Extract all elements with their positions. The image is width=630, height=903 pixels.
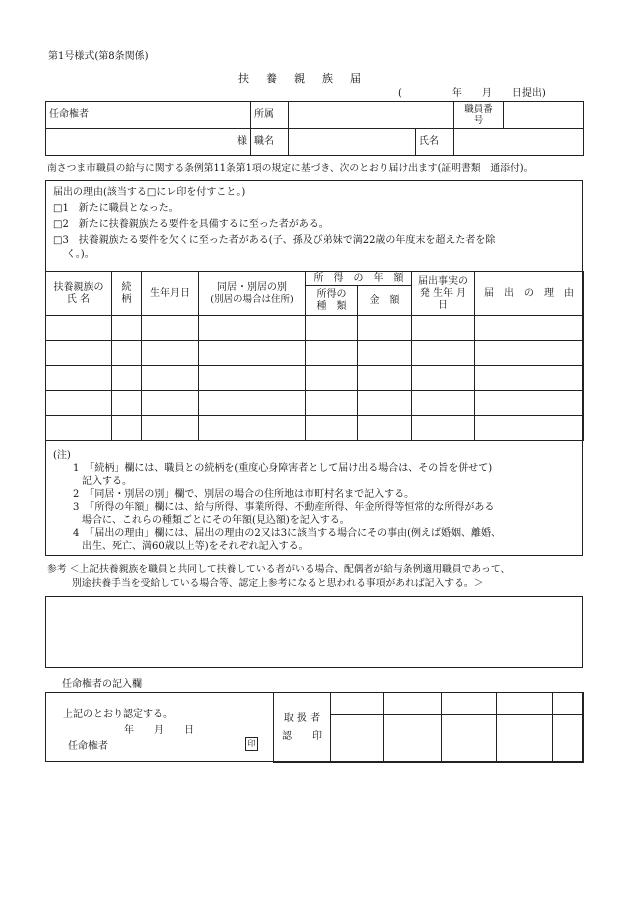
cell[interactable] <box>46 366 112 391</box>
cell[interactable] <box>199 416 306 441</box>
appointer-section-label: 任命権者の記入欄 <box>62 679 142 690</box>
statement: 南さつま市職員の給与に関する条例第11条第1項の規定に基づき、次のとおり届け出ます(証明書類 通添付)。 <box>47 163 534 174</box>
stamp-cell[interactable] <box>497 715 553 763</box>
reason-item-2[interactable]: □2 新たに扶養親族たる要件を具備するに至った者がある。 <box>53 219 329 230</box>
cell[interactable] <box>142 416 199 441</box>
cell[interactable] <box>199 341 306 366</box>
note-line: 4 「届出の理由」欄には、届出の理由の2又は3に該当する場合にその事由(例えば婚姻、離婚、 <box>73 528 501 539</box>
note-line: 出生、死亡、満60歳以上等)をそれぞれ記入する。 <box>82 541 309 552</box>
table-row <box>46 416 584 441</box>
col-dependent-name: 扶養親族の 氏 名 <box>46 272 112 316</box>
form-number: 第1号様式(第8条関係) <box>48 51 149 62</box>
sama-label: 様 <box>46 129 251 156</box>
col-income-type: 所得の種 類 <box>306 286 358 316</box>
page-title: 扶 養 親 族 届 <box>238 72 364 85</box>
dependents-table <box>45 271 584 441</box>
stamp-cell[interactable] <box>331 693 384 715</box>
appointer-label-2: 任命権者 <box>68 741 108 752</box>
cell[interactable] <box>412 316 475 341</box>
cell[interactable] <box>46 391 112 416</box>
table-row <box>46 391 584 416</box>
cell[interactable] <box>46 341 112 366</box>
stamp-cell[interactable] <box>442 715 497 763</box>
cell[interactable] <box>142 391 199 416</box>
cell[interactable] <box>142 366 199 391</box>
cell[interactable] <box>46 416 112 441</box>
cell[interactable] <box>358 341 412 366</box>
affiliation-label: 所属 <box>251 102 289 129</box>
reasons-heading: 届出の理由(該当する□にレ印を付すこと。) <box>53 187 246 198</box>
cell[interactable] <box>412 341 475 366</box>
reference-line-1: 参考 ＜上記扶養親族を職員と共同して扶養している者がいる場合、配偶者が給与条例適用職員であって、 <box>47 564 511 575</box>
stamp-cell[interactable] <box>384 715 442 763</box>
affiliation-field[interactable] <box>289 102 454 129</box>
table-row <box>46 366 584 391</box>
handler-label: 取 扱 者 <box>283 712 321 724</box>
col-cohabit-label: 同居・別居の別 <box>217 281 287 293</box>
table-row <box>46 341 584 366</box>
note-line: 記入する。 <box>82 476 132 487</box>
header-table <box>45 101 584 156</box>
cell[interactable] <box>199 316 306 341</box>
cell[interactable] <box>112 341 142 366</box>
name-label: 氏名 <box>416 129 454 156</box>
cell[interactable] <box>412 366 475 391</box>
submission-date: ( 年 月 日提出) <box>398 88 546 99</box>
approval-table <box>273 692 584 763</box>
col-birthdate: 生年月日 <box>142 272 199 316</box>
col-event-date: 届出事実の 発 生年 月 日 <box>412 272 475 316</box>
reason-item-1[interactable]: □1 新たに職員となった。 <box>53 203 179 214</box>
col-reason: 届 出 の 理 由 <box>475 272 584 316</box>
position-label: 職名 <box>251 129 289 156</box>
stamp-cell[interactable] <box>497 693 553 715</box>
approval-label: 認 印 <box>282 730 322 742</box>
note-line: 3 「所得の年額」欄には、給与所得、事業所得、不動産所得、年金所得等恒常的な所得がある <box>73 502 495 513</box>
cell[interactable] <box>306 316 358 341</box>
certified-date: 年 月 日 <box>124 725 194 736</box>
cell[interactable] <box>475 366 584 391</box>
cell[interactable] <box>112 366 142 391</box>
note-line: 場合に、これらの種類ごとにその年額(見込額)を記入する。 <box>82 515 350 526</box>
note-line: 2 「同居・別居の別」欄で、別居の場合の住所地は市町村名まで記入する。 <box>73 489 415 500</box>
col-relation: 続柄 <box>112 272 142 316</box>
handler-approval-label <box>274 693 331 763</box>
cell[interactable] <box>306 416 358 441</box>
cell[interactable] <box>142 316 199 341</box>
cell[interactable] <box>112 316 142 341</box>
cell[interactable] <box>412 391 475 416</box>
reason-item-3[interactable]: □3 扶養親族たる要件を欠くに至った者がある(子、孫及び弟妹で満22歳の年度末を超えた者を除 <box>53 235 496 246</box>
cell[interactable] <box>199 366 306 391</box>
cell[interactable] <box>112 416 142 441</box>
reference-line-2: 別途扶養手当を受給している場合等、認定上参考になると思われる事項があれば記入する。＞ <box>72 578 484 589</box>
cell[interactable] <box>475 341 584 366</box>
cell[interactable] <box>358 416 412 441</box>
col-cohabit <box>199 272 306 316</box>
cell[interactable] <box>306 391 358 416</box>
stamp-cell[interactable] <box>442 693 497 715</box>
cell[interactable] <box>46 316 112 341</box>
cell[interactable] <box>475 416 584 441</box>
reference-field[interactable] <box>45 596 583 668</box>
cell[interactable] <box>475 391 584 416</box>
cell[interactable] <box>412 416 475 441</box>
staff-number-field[interactable] <box>504 102 584 129</box>
col-income: 所 得 の 年 額 <box>306 272 412 286</box>
cell[interactable] <box>475 316 584 341</box>
col-amount: 金 額 <box>358 286 412 316</box>
cell[interactable] <box>306 341 358 366</box>
name-field[interactable] <box>454 129 584 156</box>
staff-number-label: 職員番号 <box>454 102 504 129</box>
stamp-cell[interactable] <box>553 693 584 715</box>
cell[interactable] <box>112 391 142 416</box>
stamp-cell[interactable] <box>331 715 384 763</box>
appointer-label: 任命権者 <box>46 102 251 129</box>
note-line: 1 「続柄」欄には、職員との続柄を(重度心身障害者として届け出る場合は、その旨を併せて) <box>73 463 493 474</box>
position-field[interactable] <box>289 129 416 156</box>
cell[interactable] <box>358 366 412 391</box>
col-cohabit-note: (別居の場合は住所) <box>210 293 294 305</box>
seal-mark <box>245 737 258 751</box>
notes-heading: (注) <box>53 450 71 461</box>
reason-item-3-cont: く。)。 <box>66 249 95 260</box>
cell[interactable] <box>358 391 412 416</box>
stamp-cell[interactable] <box>553 715 584 763</box>
seal-icon: 印 <box>245 737 258 751</box>
table-row <box>46 316 584 341</box>
cell[interactable] <box>199 391 306 416</box>
cell[interactable] <box>142 341 199 366</box>
cell[interactable] <box>358 316 412 341</box>
stamp-cell[interactable] <box>384 693 442 715</box>
cell[interactable] <box>306 366 358 391</box>
certified-text: 上記のとおり認定する。 <box>63 709 173 720</box>
